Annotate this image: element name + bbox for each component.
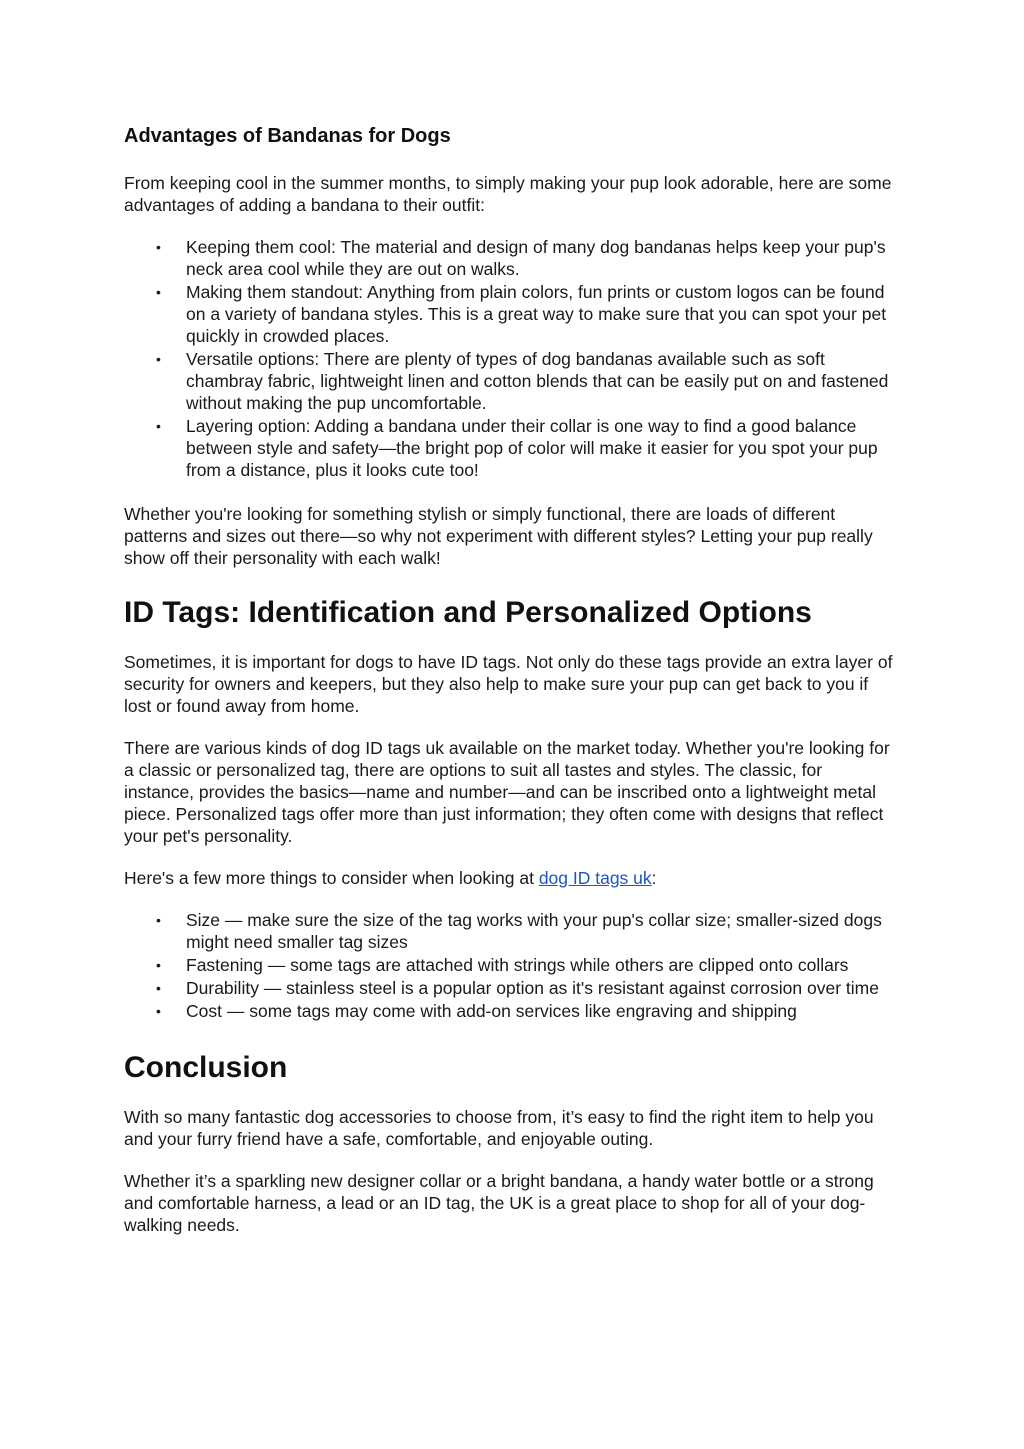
list-item <box>124 1000 894 1022</box>
list-item-text: Size — make sure the size of the tag works with your pup's collar size; smaller-sized dogs might need smaller tag sizes <box>186 910 882 952</box>
bullet-icon: • <box>156 1003 161 1019</box>
list-item <box>124 909 894 953</box>
list-item <box>124 236 894 280</box>
idtags-paragraph-2: There are various kinds of dog ID tags uk available on the market today. Whether you're looking for a classic or personalized tag, there are options to suit all tastes and styles. The classic, for instance, provides the basics—name and number—and can be inscribed onto a lightweight metal piece. Personalized tags offer more than just information; they often come with designs that reflect your pet's personality. <box>124 738 890 846</box>
conclusion-paragraph-2: Whether it’s a sparkling new designer collar or a bright bandana, a handy water bottle or a strong and comfortable harness, a lead or an ID tag, the UK is a great place to shop for all of your dog-walking needs. <box>124 1171 874 1235</box>
list-item <box>124 954 894 976</box>
conclusion-paragraph-1: With so many fantastic dog accessories to choose from, it’s easy to find the right item to help you and your furry friend have a safe, comfortable, and enjoyable outing. <box>124 1107 874 1149</box>
list-item <box>124 281 894 347</box>
bullet-icon: • <box>156 418 161 434</box>
list-item-text: Versatile options: There are plenty of types of dog bandanas available such as soft chambray fabric, lightweight linen and cotton blends that can be easily put on and fastened without making the pup uncomfortable. <box>186 349 889 413</box>
idtags-heading: ID Tags: Identification and Personalized Options <box>124 596 812 629</box>
conclusion-heading: Conclusion <box>124 1051 288 1084</box>
list-item-text: Keeping them cool: The material and design of many dog bandanas helps keep your pup's neck area cool while they are out on walks. <box>186 237 886 279</box>
bullet-icon: • <box>156 957 161 973</box>
list-item-text: Fastening — some tags are attached with strings while others are clipped onto collars <box>186 955 849 975</box>
list-item-text: Durability — stainless steel is a popular option as it's resistant against corrosion over time <box>186 978 879 998</box>
bandanas-heading: Advantages of Bandanas for Dogs <box>124 125 451 147</box>
bandanas-intro: From keeping cool in the summer months, to simply making your pup look adorable, here are some advantages of adding a bandana to their outfit: <box>124 173 892 215</box>
bullet-icon: • <box>156 912 161 928</box>
idtags-paragraph-1: Sometimes, it is important for dogs to have ID tags. Not only do these tags provide an extra layer of security for owners and keepers, but they also help to make sure your pup can get back to you if lost or found away from home. <box>124 652 893 716</box>
list-item <box>124 348 894 414</box>
consider-prefix: Here's a few more things to consider when looking at <box>124 868 539 888</box>
document-page <box>124 122 894 1256</box>
dog-id-tags-link[interactable]: dog ID tags uk <box>538 868 652 888</box>
idtags-consider-line <box>124 867 894 889</box>
bullet-icon: • <box>156 239 161 255</box>
list-item <box>124 415 894 481</box>
bullet-icon: • <box>156 980 161 996</box>
list-item-text: Cost — some tags may come with add-on services like engraving and shipping <box>186 1001 797 1021</box>
list-item-text: Layering option: Adding a bandana under their collar is one way to find a good balance between style and safety—the bright pop of color will make it easier for you spot your pup from a distance, plus it looks cute too! <box>186 416 878 480</box>
list-item <box>124 977 894 999</box>
bandanas-outro: Whether you're looking for something stylish or simply functional, there are loads of different patterns and sizes out there—so why not experiment with different styles? Letting your pup really show off their personality with each walk! <box>124 504 873 568</box>
bullet-icon: • <box>156 351 161 367</box>
bullet-icon: • <box>156 284 161 300</box>
consider-suffix: : <box>651 868 657 888</box>
idtags-considerations-list <box>124 909 894 1022</box>
list-item-text: Making them standout: Anything from plain colors, fun prints or custom logos can be found on a variety of bandana styles. This is a great way to make sure that you can spot your pet quickly in crowded places. <box>186 282 887 346</box>
bandanas-advantages-list <box>124 236 894 481</box>
